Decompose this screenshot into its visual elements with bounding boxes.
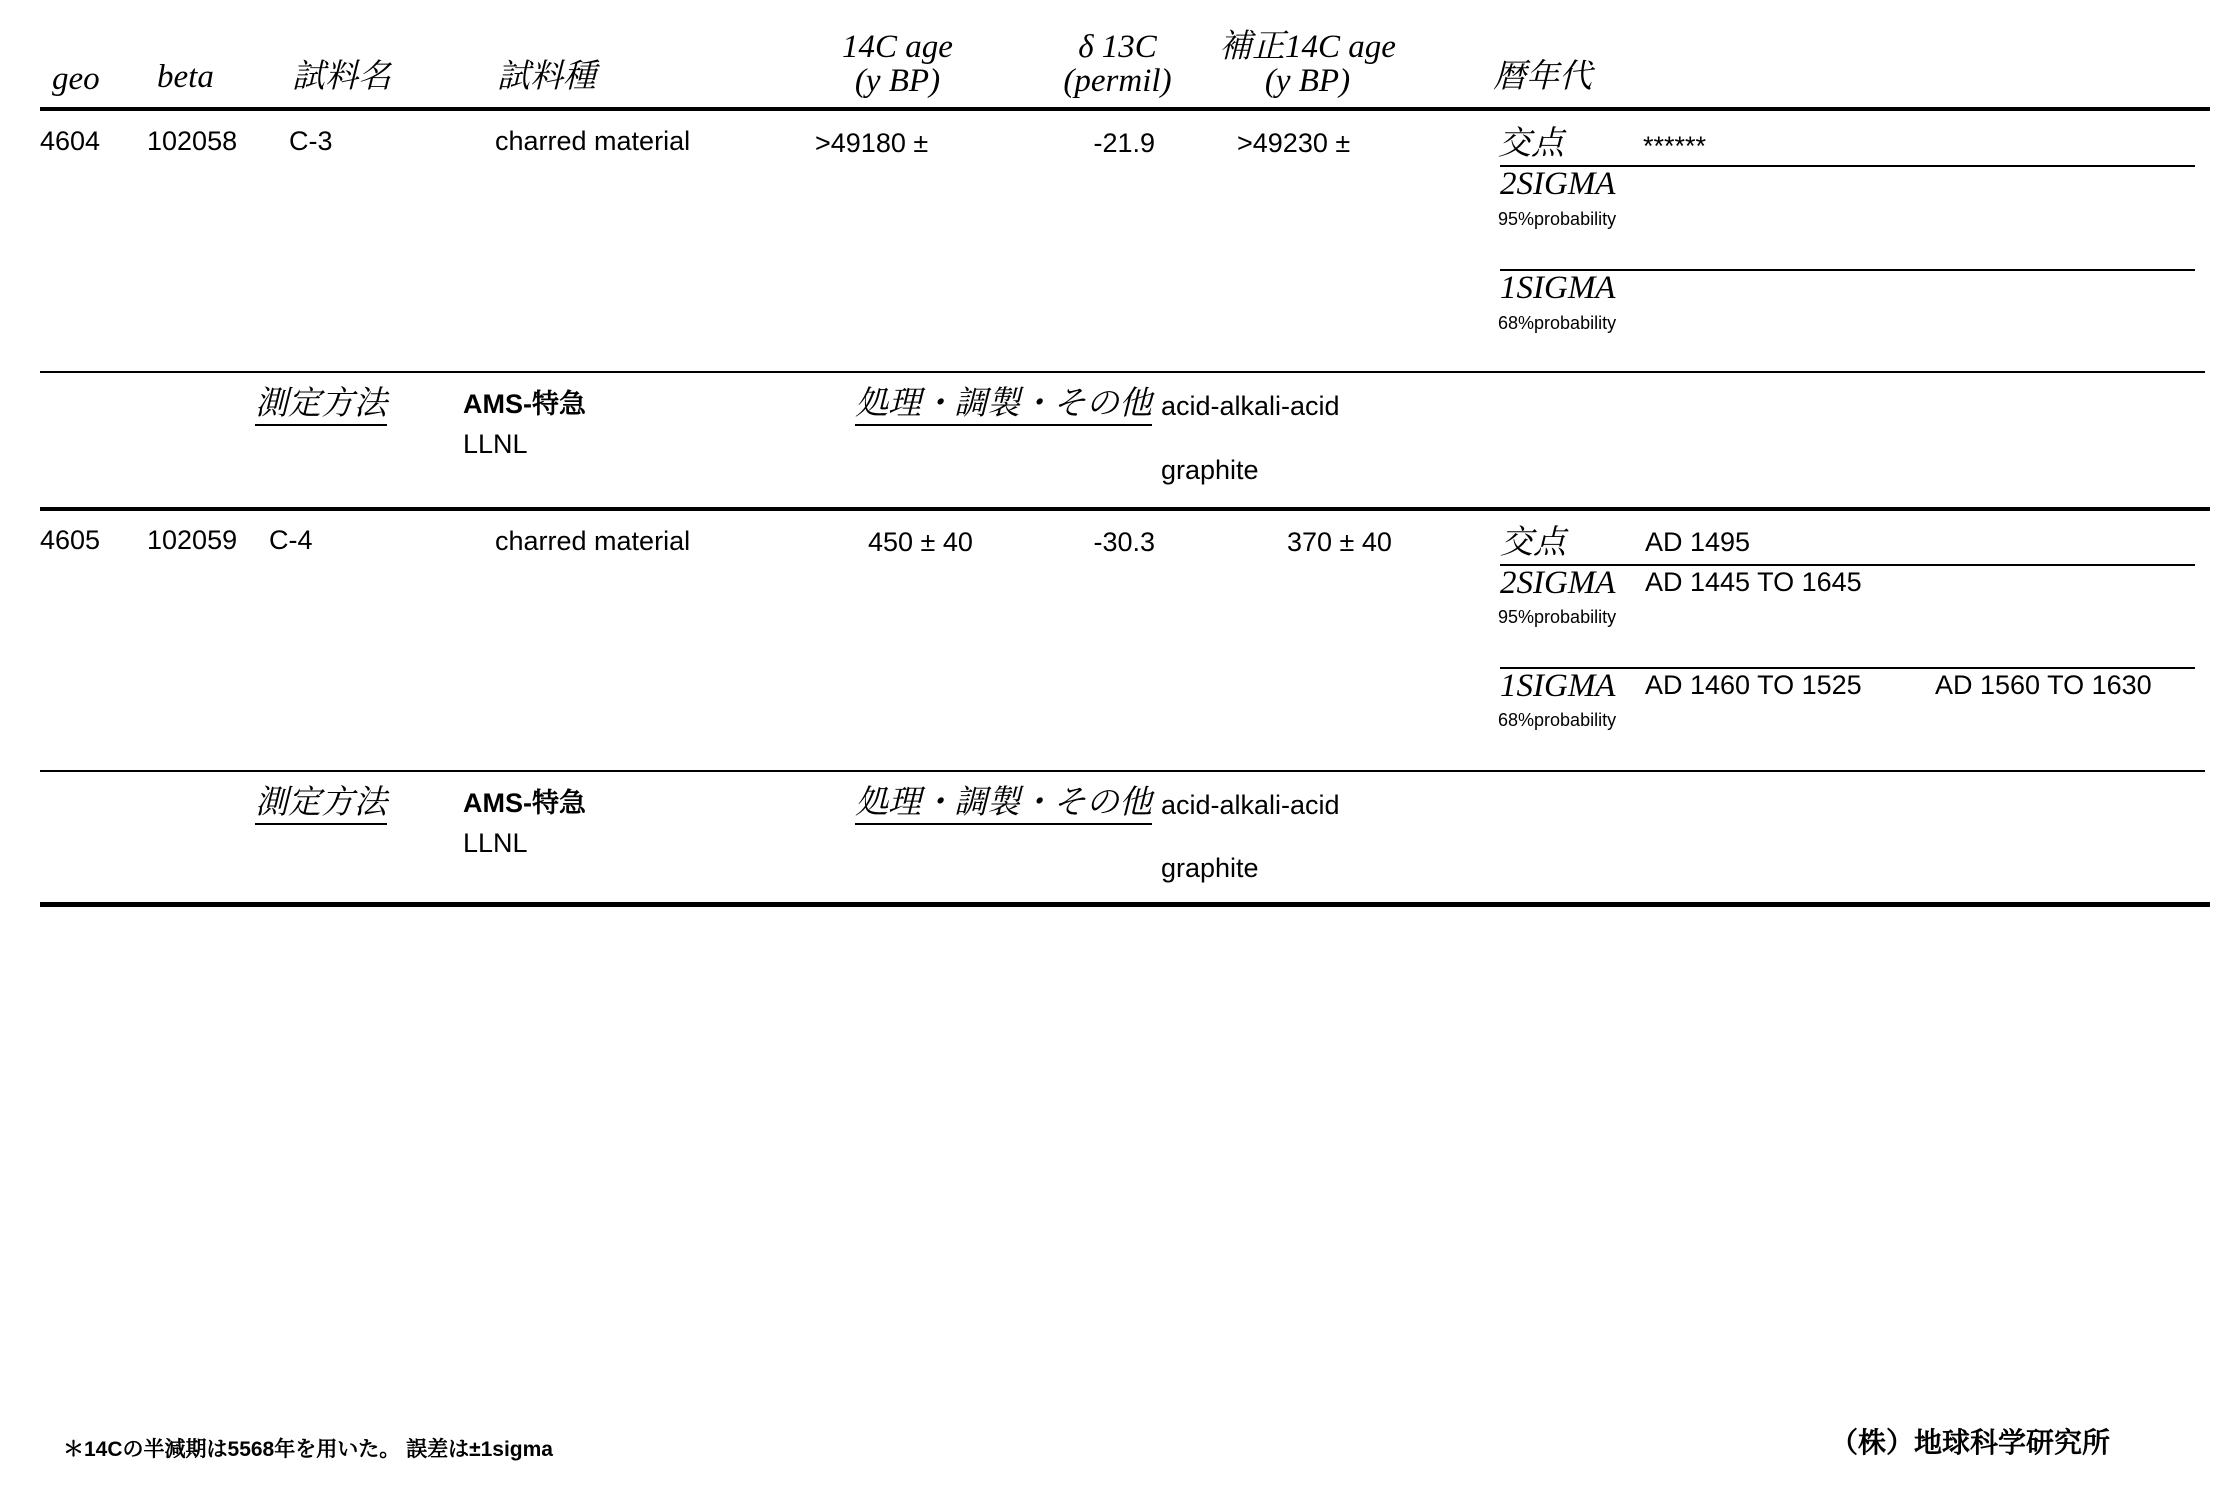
record-divider <box>40 770 2205 772</box>
record-geo: 4604 <box>40 126 101 156</box>
header-c14-age-line1: 14C age <box>842 29 953 65</box>
record-2sigma-prob: 95%probability <box>1498 209 1617 229</box>
record-2sigma-label: 2SIGMA <box>1500 166 1616 202</box>
record-intercept-label: 交点 <box>1500 525 1566 561</box>
header-c14-age-line2: (y BP) <box>854 63 941 99</box>
record-c14-age: >49180 ± <box>815 128 929 158</box>
footer-note: ＊14Cの半減期は5568年を用いた。 誤差は±1sigma <box>63 1438 553 1461</box>
record-d13c: -21.9 <box>1093 128 1155 158</box>
record-beta: 102058 <box>147 126 238 156</box>
record-divider <box>40 371 2205 373</box>
method-value: AMS-特急 <box>463 788 586 818</box>
header-c14-age <box>810 30 985 98</box>
header-beta: beta <box>157 59 214 95</box>
record-intercept: AD 1495 <box>1645 527 1751 557</box>
treatment-label-text: 処理・調製・その他 <box>855 785 1152 825</box>
record-corrected-age: 370 ± 40 <box>1287 527 1392 557</box>
method-label-text: 測定方法 <box>255 785 387 825</box>
method-label-text: 測定方法 <box>255 386 387 426</box>
header-calendar: 暦年代 <box>1493 59 1592 95</box>
record-2sigma-prob: 95%probability <box>1498 607 1617 627</box>
header-sample-name: 試料名 <box>292 59 391 95</box>
header-corrected-line2: (y BP) <box>1264 63 1351 99</box>
record-2sigma-label: 2SIGMA <box>1500 565 1616 601</box>
header-d13c-line1: δ 13C <box>1078 29 1157 65</box>
method-label <box>255 786 387 820</box>
record-sample-name: C-4 <box>269 525 313 555</box>
method-value: AMS-特急 <box>463 389 586 419</box>
treatment-label-text: 処理・調製・その他 <box>855 386 1152 426</box>
table-bottom-rule <box>40 902 2210 907</box>
record-intercept-label: 交点 <box>1498 126 1564 162</box>
record-c14-age: 450 ± 40 <box>868 527 973 557</box>
record-corrected-age: >49230 ± <box>1237 128 1351 158</box>
lab-value: LLNL <box>463 828 528 858</box>
method-label <box>255 387 387 421</box>
treatment-value: acid-alkali-acid <box>1161 790 1340 820</box>
record-beta: 102059 <box>147 525 238 555</box>
header-sample-type: 試料種 <box>497 59 596 95</box>
record-sample-type: charred material <box>495 526 691 556</box>
record-1sigma-label: 1SIGMA <box>1500 668 1616 704</box>
header-corrected-line1: 補正14C age <box>1219 29 1396 65</box>
header-d13c-line2: (permil) <box>1063 63 1172 99</box>
treatment-value2: graphite <box>1161 455 1259 485</box>
header-divider <box>40 107 2210 111</box>
record-1sigma-prob: 68%probability <box>1498 710 1617 730</box>
record-2sigma-value: AD 1445 TO 1645 <box>1645 567 1862 597</box>
record-d13c: -30.3 <box>1093 527 1155 557</box>
record-separator <box>40 507 2210 511</box>
treatment-label <box>855 786 1152 820</box>
header-geo: geo <box>52 61 100 97</box>
record-1sigma-prob: 68%probability <box>1498 313 1617 333</box>
treatment-value: acid-alkali-acid <box>1161 391 1340 421</box>
record-1sigma-value2: AD 1560 TO 1630 <box>1935 670 2152 700</box>
record-sample-type: charred material <box>495 126 691 156</box>
record-geo: 4605 <box>40 525 101 555</box>
header-d13c <box>1030 30 1205 98</box>
treatment-value2: graphite <box>1161 853 1259 883</box>
record-1sigma-value: AD 1460 TO 1525 <box>1645 670 1862 700</box>
lab-value: LLNL <box>463 429 528 459</box>
record-intercept: ****** <box>1643 131 1707 161</box>
treatment-label <box>855 387 1152 421</box>
record-sample-name: C-3 <box>289 126 333 156</box>
footer-company: （株）地球科学研究所 <box>1830 1427 2111 1458</box>
record-1sigma-label: 1SIGMA <box>1500 270 1616 306</box>
header-corrected-age <box>1200 30 1415 98</box>
